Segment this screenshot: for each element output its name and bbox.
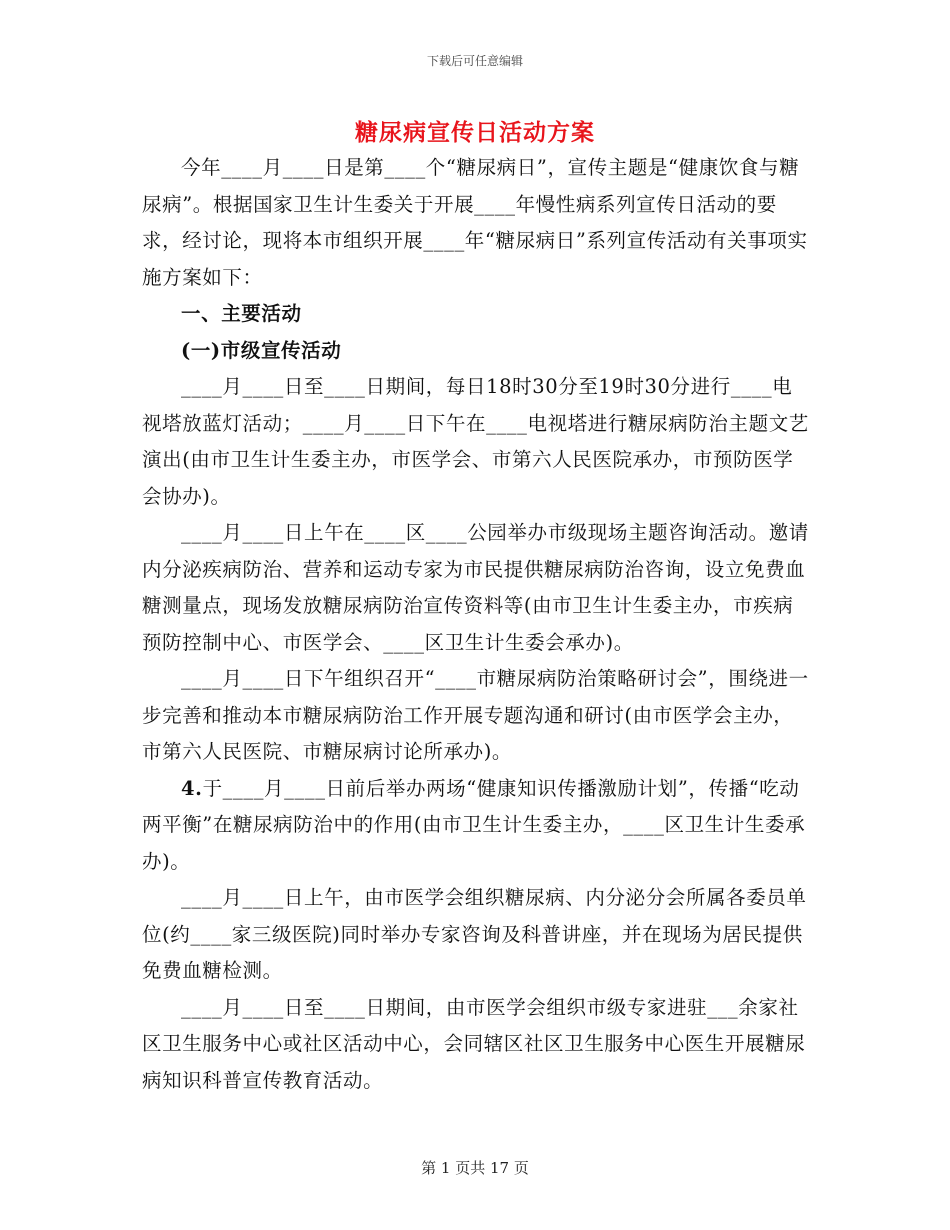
- document-title: 糖尿病宣传日活动方案: [355, 119, 595, 146]
- paragraph-tv-tower: ____月____日至____日期间，每日18时30分至19时30分进行____电视塔放蓝灯活动；____月____日下午在____电视塔进行糖尿病防治主题文艺演出(由市卫生计生委主办，市医学会、市第六人民医院承办，市预防医学会协办)。: [142, 375, 809, 508]
- paragraph-park-consultation: ____月____日上午在____区____公园举办市级现场主题咨询活动。邀请内分泌疾病防治、营养和运动专家为市民提供糖尿病防治咨询，设立免费血糖测量点，现场发放糖尿病防治宣传资料等(由市卫生计生委主办，市疾病预防控制中心、市医学会、____区卫生计生委会承办)。: [142, 521, 809, 654]
- section-heading-main-activities: 一、主要活动: [181, 302, 302, 325]
- page-header-note: 下载后可任意编辑: [426, 54, 523, 68]
- subsection-heading-city-activities: (一)市级宣传活动: [181, 338, 342, 362]
- item-number: 4.: [181, 776, 203, 800]
- paragraph-knowledge-campaign: [142, 771, 810, 881]
- document-body: [142, 150, 810, 1099]
- paragraph-strategy-seminar: ____月____日下午组织召开“____市糖尿病防治策略研讨会”，围绕进一步完善和推动本市糖尿病防治工作开展专题沟通和研讨(由市医学会主办，市第六人民医院、市糖尿病讨论所承办)。: [142, 667, 809, 763]
- page-footer-indicator: 第 1 页共 17 页: [421, 1159, 529, 1177]
- paragraph-knowledge-campaign-text: 于____月____日前后举办两场“健康知识传播激励计划”，传播“吃动两平衡”在糖尿病防治中的作用(由市卫生计生委主办，____区卫生计生委承办)。: [142, 776, 806, 873]
- intro-paragraph: 今年____月____日是第____个“糖尿病日”，宣传主题是“健康饮食与糖尿病”。根据国家卫生计生委关于开展____年慢性病系列宣传日活动的要求，经讨论，现将本市组织开展____年“糖尿病日”系列宣传活动有关事项实施方案如下：: [142, 156, 808, 289]
- paragraph-expert-lectures: ____月____日上午，由市医学会组织糖尿病、内分泌分会所属各委员单位(约____家三级医院)同时举办专家咨询及科普讲座，并在现场为居民提供免费血糖检测。: [142, 886, 807, 982]
- paragraph-community-outreach: ____月____日至____日期间，由市医学会组织市级专家进驻___余家社区卫生服务中心或社区活动中心，会同辖区社区卫生服务中心医生开展糖尿病知识科普宣传教育活动。: [142, 995, 806, 1092]
